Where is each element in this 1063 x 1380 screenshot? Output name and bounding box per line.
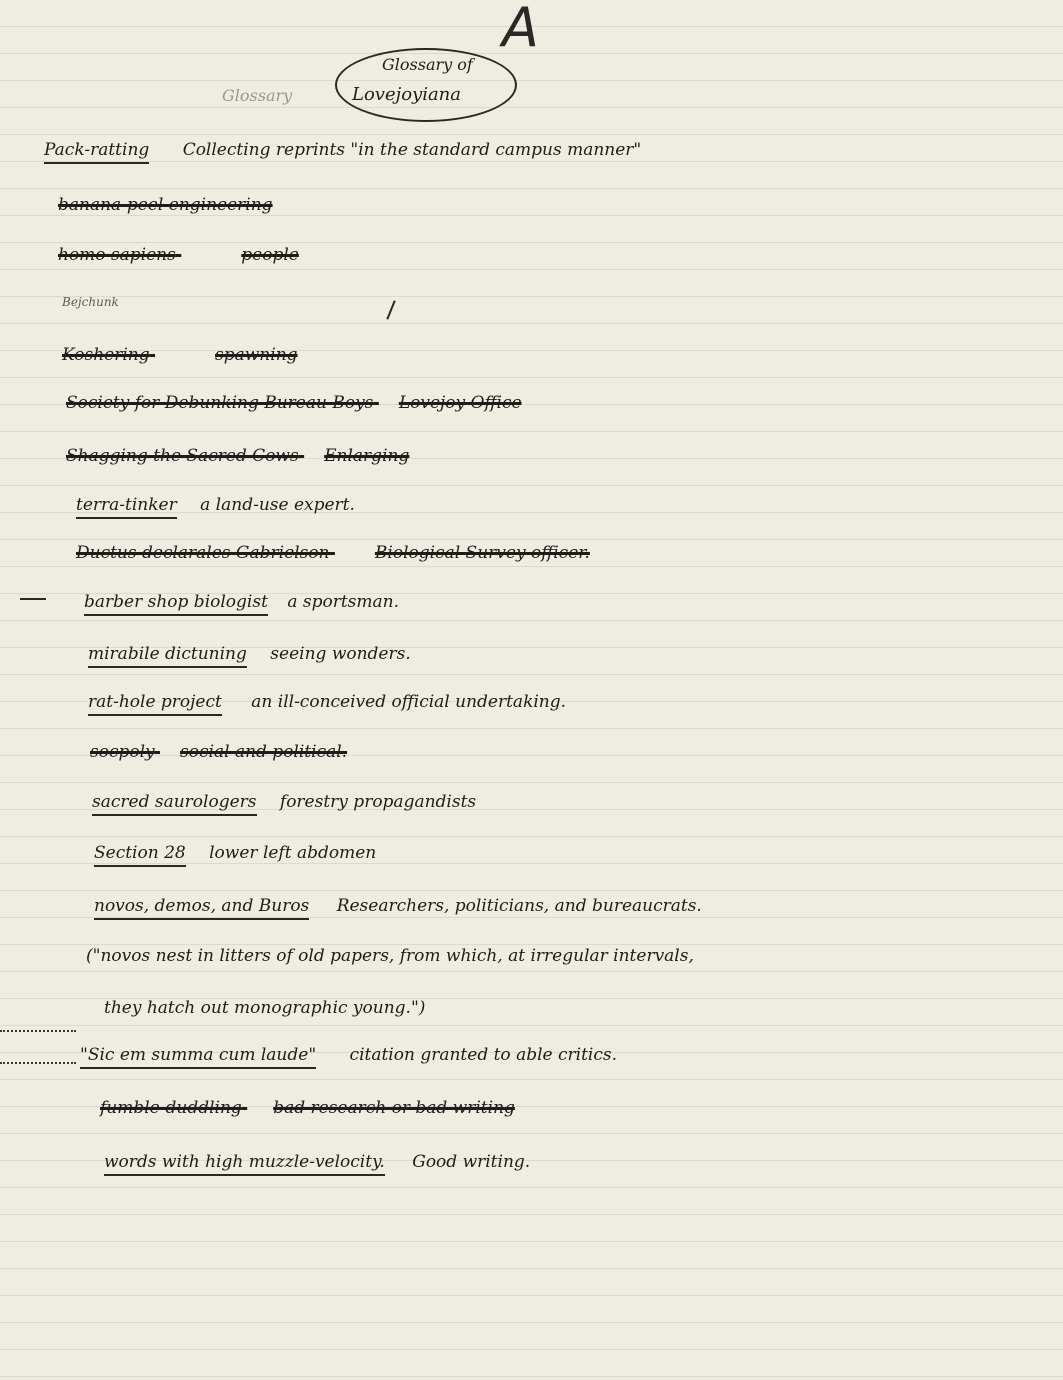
entry-definition: people [241, 245, 299, 265]
entry-definition: bad research or bad writing [273, 1098, 515, 1118]
entry-term: sacred saurologers [92, 792, 257, 816]
entry-novos-note-1 [86, 946, 694, 966]
entry-fumble-duddling [100, 1098, 515, 1118]
entry-term: Bejchunk [62, 295, 119, 309]
entry-definition: a land-use expert. [200, 495, 355, 515]
margin-dotted-line [0, 1030, 76, 1033]
entry-definition: they hatch out monographic young.") [104, 998, 426, 1018]
title-line-2: Lovejoyiana [352, 84, 462, 105]
entry-definition: lower left abdomen [209, 843, 377, 863]
entry-rat-hole [88, 692, 566, 716]
entry-banana-peel [58, 195, 273, 215]
entry-definition: Collecting reprints "in the standard campus manner" [182, 140, 642, 160]
entry-definition: social and political. [180, 742, 348, 762]
entry-mirabile [88, 644, 411, 668]
entry-society-debunking [66, 393, 522, 413]
entry-terra-tinker [76, 495, 355, 519]
entry-novos-note-2 [104, 998, 425, 1018]
entry-definition: citation granted to able critics. [349, 1045, 617, 1065]
title-line-1: Glossary of [382, 55, 473, 74]
entry-term: Koshering [62, 345, 150, 365]
entry-term: fumble-duddling [100, 1098, 242, 1118]
entry-definition: a sportsman. [287, 592, 399, 612]
entry-term: novos, demos, and Buros [94, 896, 309, 920]
margin-dotted-line [0, 1062, 76, 1065]
entry-muzzle-velocity [104, 1152, 530, 1176]
entry-barber-shop [84, 592, 399, 616]
entry-definition: Good writing. [412, 1152, 531, 1172]
entry-term: "Sic em summa cum laude" [80, 1045, 316, 1069]
entry-term: barber shop biologist [84, 592, 268, 616]
entry-definition: an ill-conceived official undertaking. [251, 692, 567, 712]
entry-socpoly [90, 742, 347, 762]
entry-term: Shagging the Sacred Cows [66, 446, 299, 466]
entry-definition: ("novos nest in litters of old papers, from which, at irregular intervals, [86, 946, 694, 966]
entry-definition: spawning [215, 345, 298, 365]
entry-ductus [76, 543, 590, 563]
entry-definition: Enlarging [324, 446, 410, 466]
entry-bejchunk [62, 295, 119, 309]
entry-term: Ductus declarales Gabrielson [76, 543, 330, 563]
faint-margin-note: Glossary [222, 86, 293, 105]
entry-sic-em [80, 1045, 617, 1069]
entry-section-28 [94, 843, 376, 867]
entry-shagging [66, 446, 409, 466]
pen-tick [386, 300, 395, 319]
entry-pack-ratting [44, 140, 641, 164]
entry-term: banana-peel engineering [58, 195, 273, 215]
margin-dash [20, 598, 46, 600]
corner-letter-mark: A [502, 0, 539, 59]
entry-definition: Biological Survey officer. [374, 543, 590, 563]
entry-term: homo sapiens [58, 245, 176, 265]
entry-term: mirabile dictuning [88, 644, 247, 668]
entry-definition: forestry propagandists [279, 792, 477, 812]
entry-definition: Researchers, politicians, and bureaucrats. [336, 896, 702, 916]
entry-homo-sapiens [58, 245, 299, 265]
entry-sacred-saurologers [92, 792, 476, 816]
entry-term: Society for Debunking Bureau Boys [66, 393, 374, 413]
entry-term: Pack-ratting [44, 140, 149, 164]
entry-koshering [62, 345, 298, 365]
entry-novos [94, 896, 702, 920]
entry-definition: seeing wonders. [270, 644, 411, 664]
entry-term: Section 28 [94, 843, 186, 867]
entry-term: terra-tinker [76, 495, 177, 519]
entry-term: words with high muzzle-velocity. [104, 1152, 385, 1176]
entry-term: socpoly [90, 742, 155, 762]
entry-definition: Lovejoy Office [398, 393, 522, 413]
entry-term: rat-hole project [88, 692, 222, 716]
